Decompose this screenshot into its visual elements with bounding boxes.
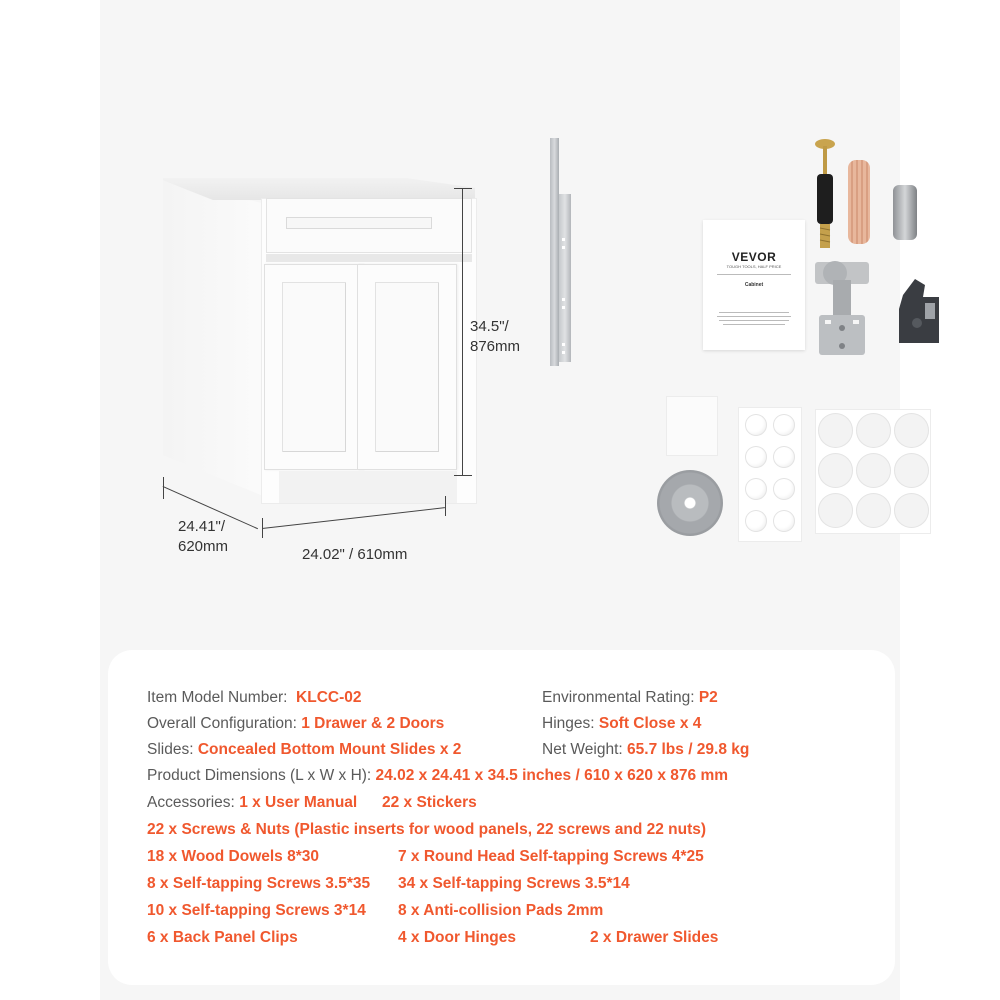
cam-lock-wrench-image [657,470,723,536]
sticker-image [667,397,717,455]
width-dimension-label: 24.02" / 610mm [302,546,408,563]
depth-dimension-tick-left [163,477,164,499]
spec-slides: Slides: Concealed Bottom Mount Slides x 2 [147,741,462,758]
spec-configuration: Overall Configuration: 1 Drawer & 2 Doors [147,715,445,732]
accessory-item: 6 x Back Panel Clips [147,929,298,946]
spec-dimensions: Product Dimensions (L x W x H): 24.02 x 24.41 x 34.5 inches / 610 x 620 x 876 mm [147,767,729,784]
accessory-item: 10 x Self-tapping Screws 3*14 [147,902,366,919]
height-dimension-label: 34.5"/ 876mm [470,318,521,355]
accessory-item: 7 x Round Head Self-tapping Screws 4*25 [398,848,704,865]
height-dimension-line [462,188,463,475]
drawer-slide-image [548,138,578,368]
specifications-panel [108,650,895,985]
accessory-item: 8 x Self-tapping Screws 3.5*35 [147,875,371,892]
cam-bolt-image [813,138,837,250]
cabinet-door-left [264,264,364,470]
width-dimension-line [262,507,445,529]
spec-environmental-rating: Environmental Rating: P2 [542,689,718,706]
depth-dimension-label: 24.41"/ 620mm [178,518,229,555]
cabinet-drawer [266,198,472,253]
user-manual-image: VEVOR TOUGH TOOLS, HALF PRICE Cabinet [703,220,805,350]
height-dimension-tick-top [454,188,472,189]
cabinet-door-right [357,264,457,470]
accessory-item: 22 x Screws & Nuts (Plastic inserts for wood panels, 22 screws and 22 nuts) [147,821,707,838]
back-panel-clip-image [895,275,943,345]
width-dimension-tick-right [445,496,446,516]
door-hinge-image [813,260,871,360]
cabinet-side-panel [163,180,273,500]
accessory-item: 4 x Door Hinges [398,929,516,946]
spec-model-number: Item Model Number: KLCC-02 [147,689,362,706]
anti-collision-pads-image [739,408,801,541]
spec-net-weight: Net Weight: 65.7 lbs / 29.8 kg [542,741,750,758]
accessory-item: 34 x Self-tapping Screws 3.5*14 [398,875,630,892]
accessory-item: 22 x Stickers [382,794,477,811]
cabinet-rail-gap [266,254,472,262]
cabinet-top-edge [163,178,475,200]
wood-dowel-image [848,160,870,244]
spec-hinges: Hinges: Soft Close x 4 [542,715,702,732]
screw-cover-stickers-image [816,410,930,533]
height-dimension-tick-bottom [454,475,472,476]
shelf-connector-image [893,185,917,240]
cabinet-toe-kick [279,471,457,503]
accessory-item: 8 x Anti-collision Pads 2mm [398,902,604,919]
accessory-item: 2 x Drawer Slides [590,929,719,946]
spec-accessories: Accessories: 1 x User Manual [147,794,358,811]
accessory-item: 18 x Wood Dowels 8*30 [147,848,319,865]
